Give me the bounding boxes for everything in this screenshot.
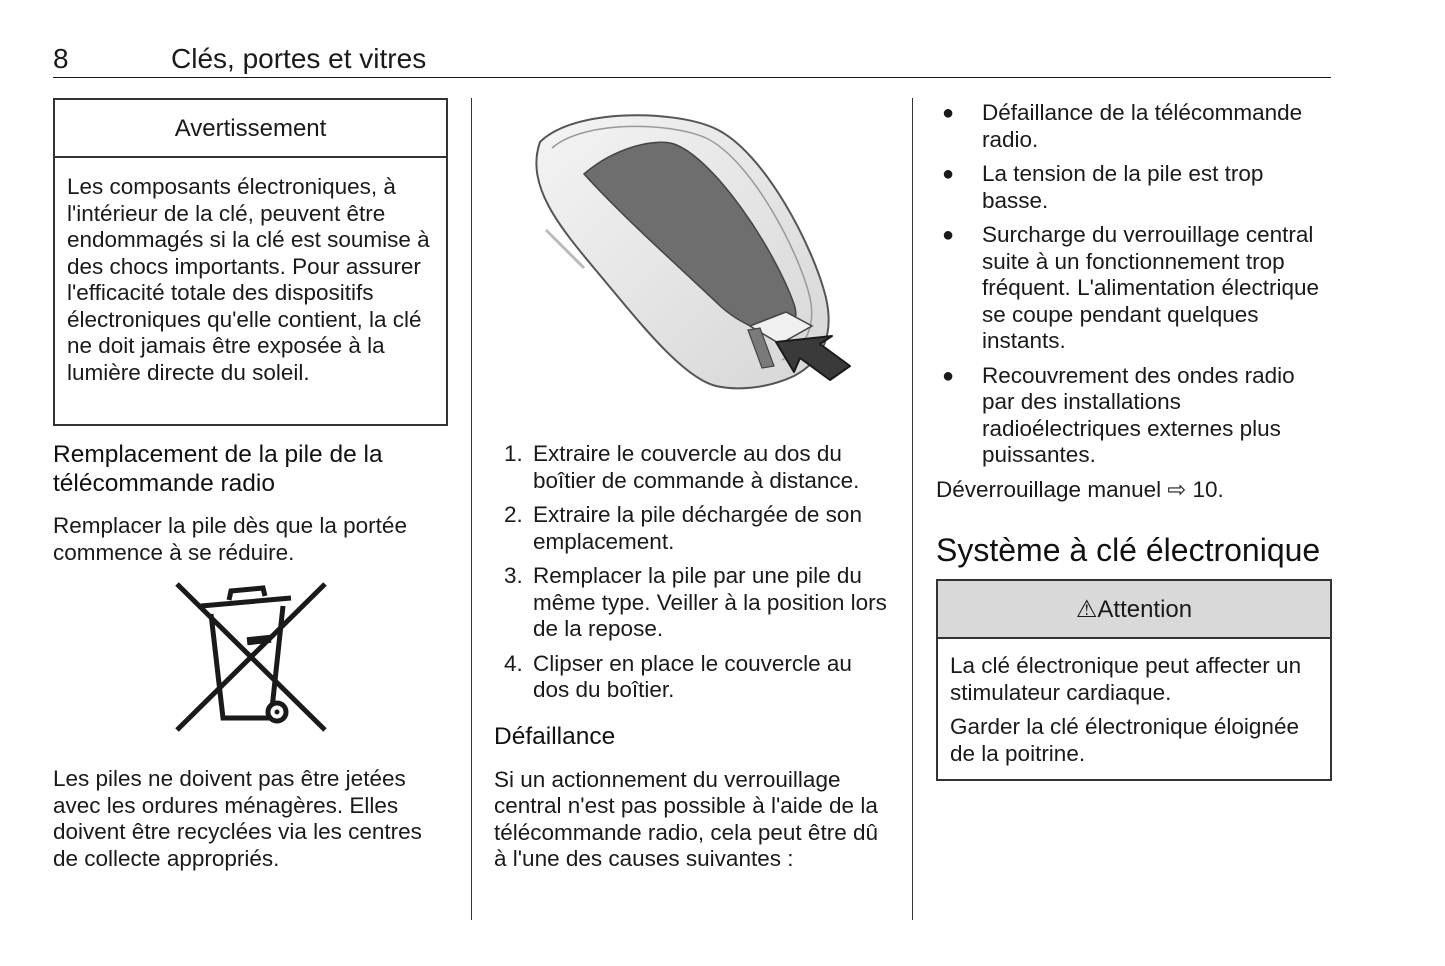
page-header: [53, 40, 1331, 78]
section-heading: Remplacement de la pile de la télécommande radio: [53, 441, 383, 497]
column-middle: [494, 98, 894, 873]
list-item: 4. Clipser en place le couvercle au dos du boîtier.: [504, 650, 852, 702]
section-heading: Système à clé électronique: [936, 532, 1321, 568]
list-item: ● La tension de la pile est trop basse.: [942, 161, 1264, 213]
list-item: 1. Extraire le couvercle au dos du boîtier de commande à distance.: [504, 441, 860, 493]
warning-title: Avertissement: [55, 100, 446, 158]
steps-list: [494, 441, 894, 704]
key-fob-battery-illustration: [494, 98, 894, 423]
list-item: ● Recouvrement des ondes radio par des installations radioélectriques externes plus puissantes.: [942, 362, 1295, 467]
attention-title: ⚠Attention: [938, 581, 1330, 639]
manual-unlock-reference[interactable]: Déverrouillage manuel ⇨ 10.: [936, 476, 1224, 502]
disposal-text: Les piles ne doivent pas être jetées avec les ordures ménagères. Elles doivent être recyclées via les centres de collecte appropriés.: [53, 766, 422, 871]
column-divider: [912, 98, 913, 920]
attention-paragraph: Garder la clé électronique éloignée de la poitrine.: [950, 714, 1299, 766]
column-divider: [471, 98, 472, 920]
causes-list: [936, 100, 1332, 469]
page-number: 8: [53, 43, 69, 74]
disposal-symbol: [53, 580, 448, 736]
list-item: 3. Remplacer la pile par une pile du même type. Veiller à la position lors de la repose.: [504, 563, 887, 641]
column-left: [53, 98, 448, 872]
warning-box: [53, 98, 448, 426]
intro-paragraph: Remplacer la pile dès que la portée commence à se réduire.: [53, 513, 407, 565]
attention-box: [936, 579, 1332, 781]
fault-heading: Défaillance: [494, 722, 616, 750]
column-right: [936, 98, 1332, 781]
list-item: ● Surcharge du verrouillage central suite à un fonctionnement trop fréquent. L'alimentation électrique se coupe pendant quelques instants.: [942, 222, 1320, 353]
attention-paragraph: La clé électronique peut affecter un stimulateur cardiaque.: [950, 653, 1302, 705]
warning-text: Les composants électroniques, à l'intérieur de la clé, peuvent être endommagés si la clé est soumise à des chocs importants. Pour assurer l'efficacité totale des dispositifs électroniques qu'elle contient, la clé ne doit jamais être exposée à la lumière directe du soleil.: [67, 174, 430, 385]
fault-text: Si un actionnement du verrouillage central n'est pas possible à l'aide de la télécommande radio, cela peut être dû à l'une des causes suivantes :: [494, 766, 878, 871]
chapter-title: Clés, portes et vitres: [171, 43, 427, 74]
crossed-out-bin-icon: [171, 580, 331, 736]
list-item: ● Défaillance de la télécommande radio.: [942, 100, 1303, 152]
list-item: 2. Extraire la pile déchargée de son emplacement.: [504, 502, 862, 554]
